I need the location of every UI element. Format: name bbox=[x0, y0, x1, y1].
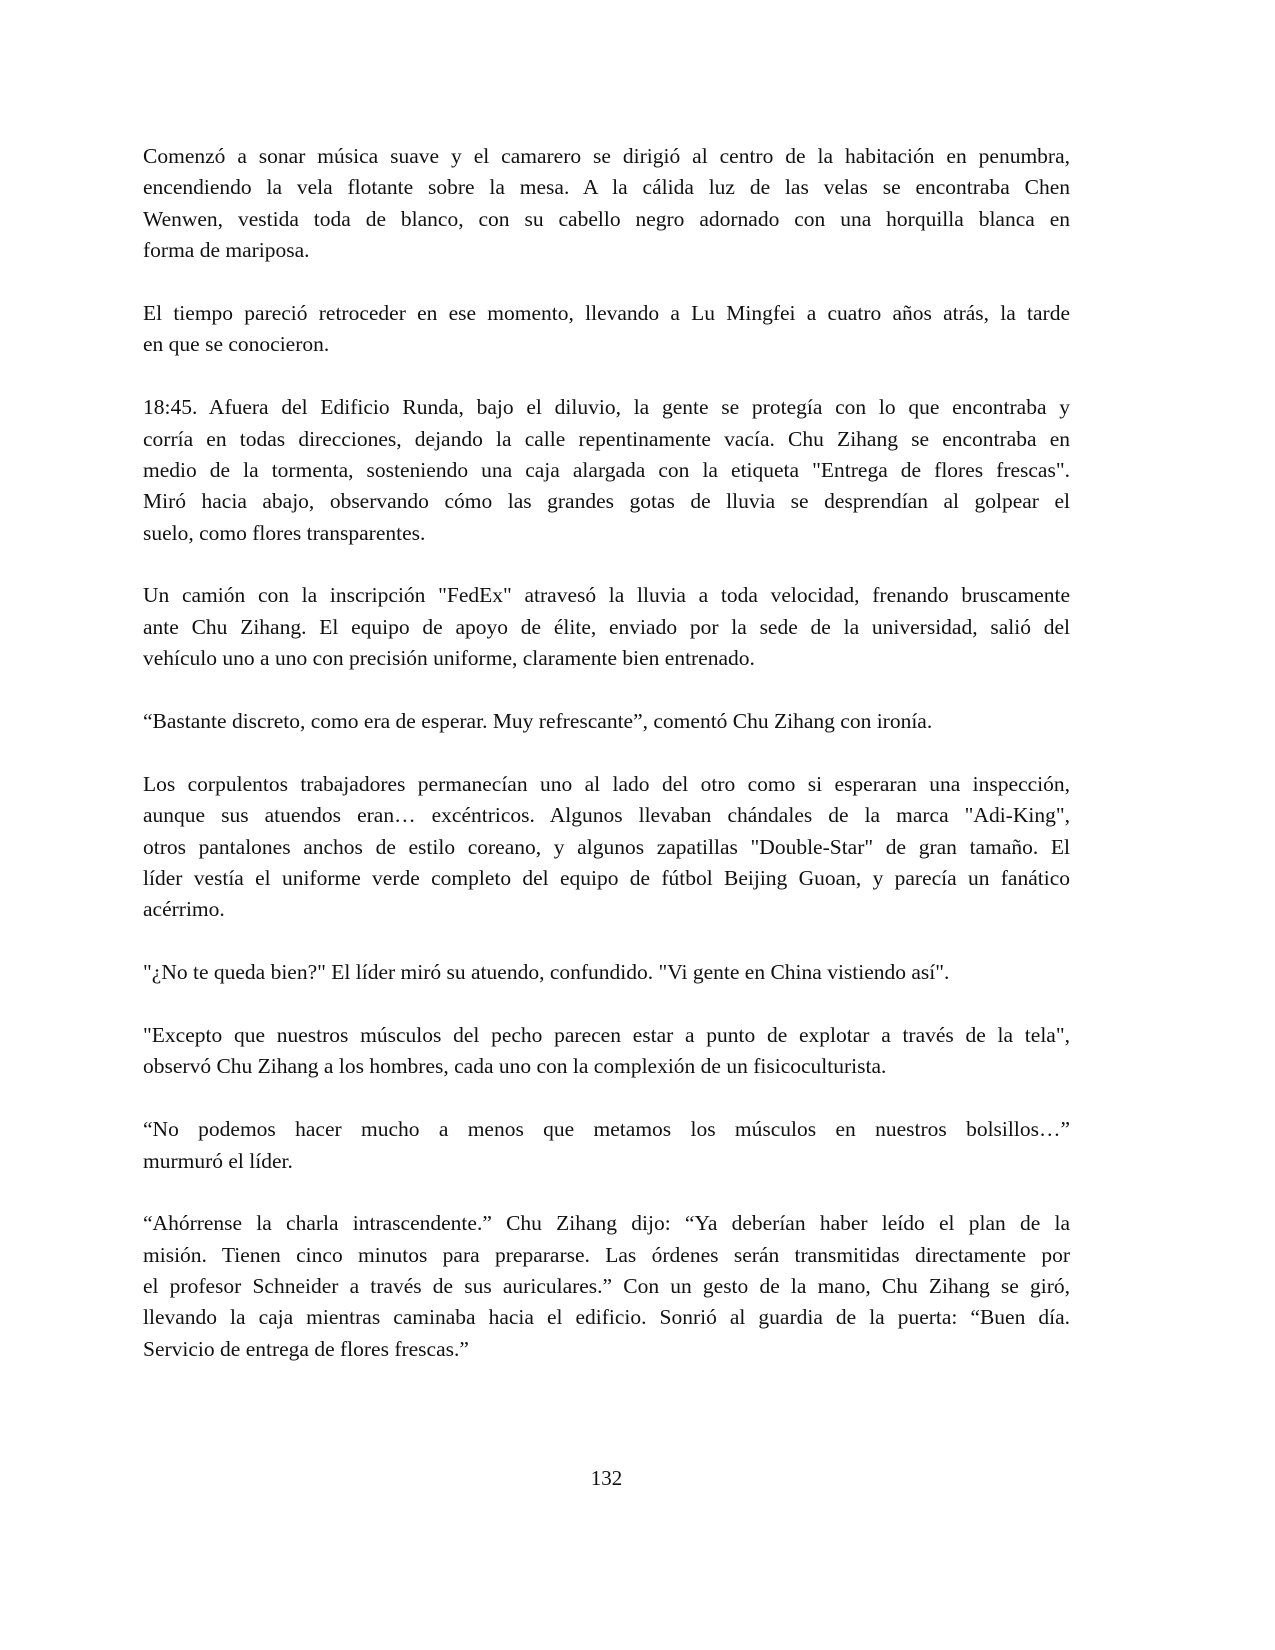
page-number: 132 bbox=[590, 1466, 623, 1490]
text-line: Wenwen, vestida toda de blanco, con su cabello negro adornado con una horquilla blanca en bbox=[143, 206, 1070, 231]
paragraph bbox=[143, 1114, 1070, 1177]
text-line: Los corpulentos trabajadores permanecían uno al lado del otro como si esperaran una inspección, bbox=[143, 771, 1070, 796]
paragraph bbox=[143, 141, 1070, 267]
paragraph bbox=[143, 298, 1070, 361]
text-line: medio de la tormenta, sosteniendo una caja alargada con la etiqueta "Entrega de flores frescas". bbox=[143, 457, 1070, 482]
text-line: Un camión con la inscripción "FedEx" atravesó la lluvia a toda velocidad, frenando bruscamente bbox=[143, 583, 1070, 608]
text-line: "Excepto que nuestros músculos del pecho parecen estar a punto de explotar a través de la tela", bbox=[143, 1022, 1070, 1047]
text-line: el profesor Schneider a través de sus auriculares.” Con un gesto de la mano, Chu Zihang se giró, bbox=[143, 1274, 1070, 1299]
paragraph bbox=[143, 706, 1070, 737]
text-line: "¿No te queda bien?" El líder miró su atuendo, confundido. "Vi gente en China vistiendo así". bbox=[143, 960, 950, 985]
text-line: acérrimo. bbox=[143, 897, 225, 922]
text-line: Servicio de entrega de flores frescas.” bbox=[143, 1336, 469, 1361]
text-line: observó Chu Zihang a los hombres, cada uno con la complexión de un fisicoculturista. bbox=[143, 1054, 887, 1079]
paragraph bbox=[143, 1020, 1070, 1083]
text-line: aunque sus atuendos eran… excéntricos. Algunos llevaban chándales de la marca "Adi-King", bbox=[143, 803, 1070, 828]
text-line: ante Chu Zihang. El equipo de apoyo de élite, enviado por la sede de la universidad, salió del bbox=[143, 614, 1070, 639]
text-line: encendiendo la vela flotante sobre la mesa. A la cálida luz de las velas se encontraba Chen bbox=[143, 175, 1070, 200]
text-line: “Bastante discreto, como era de esperar. Muy refrescante”, comentó Chu Zihang con ironía. bbox=[143, 709, 933, 734]
text-line: otros pantalones anchos de estilo coreano, y algunos zapatillas "Double-Star" de gran tamaño. El bbox=[143, 834, 1070, 859]
text-line: en que se conocieron. bbox=[143, 332, 330, 357]
text-line: “No podemos hacer mucho a menos que metamos los músculos en nuestros bolsillos…” bbox=[143, 1117, 1070, 1142]
text-line: misión. Tienen cinco minutos para prepararse. Las órdenes serán transmitidas directamente por bbox=[143, 1242, 1070, 1267]
text-line: forma de mariposa. bbox=[143, 238, 310, 263]
paragraph bbox=[143, 580, 1070, 674]
text-line: 18:45. Afuera del Edificio Runda, bajo el diluvio, la gente se protegía con lo que encontraba y bbox=[143, 395, 1070, 420]
paragraph bbox=[143, 769, 1070, 926]
text-line: corría en todas direcciones, dejando la calle repentinamente vacía. Chu Zihang se encontraba en bbox=[143, 426, 1070, 451]
body-text bbox=[143, 141, 1070, 1397]
paragraph bbox=[143, 957, 1070, 988]
paragraph bbox=[143, 1208, 1070, 1365]
text-line: “Ahórrense la charla intrascendente.” Chu Zihang dijo: “Ya deberían haber leído el plan de la bbox=[143, 1211, 1070, 1236]
text-line: El tiempo pareció retroceder en ese momento, llevando a Lu Mingfei a cuatro años atrás, la tarde bbox=[143, 300, 1070, 325]
text-line: murmuró el líder. bbox=[143, 1148, 293, 1173]
text-line: líder vestía el uniforme verde completo del equipo de fútbol Beijing Guoan, y parecía un fanático bbox=[143, 865, 1070, 890]
text-line: vehículo uno a uno con precisión uniforme, claramente bien entrenado. bbox=[143, 646, 755, 671]
text-line: llevando la caja mientras caminaba hacia el edificio. Sonrió al guardia de la puerta: “Buen día. bbox=[143, 1305, 1070, 1330]
text-line: Comenzó a sonar música suave y el camarero se dirigió al centro de la habitación en penumbra, bbox=[143, 144, 1070, 168]
paragraph bbox=[143, 392, 1070, 549]
text-line: Miró hacia abajo, observando cómo las grandes gotas de lluvia se desprendían al golpear el bbox=[143, 489, 1070, 514]
text-line: suelo, como flores transparentes. bbox=[143, 520, 426, 545]
